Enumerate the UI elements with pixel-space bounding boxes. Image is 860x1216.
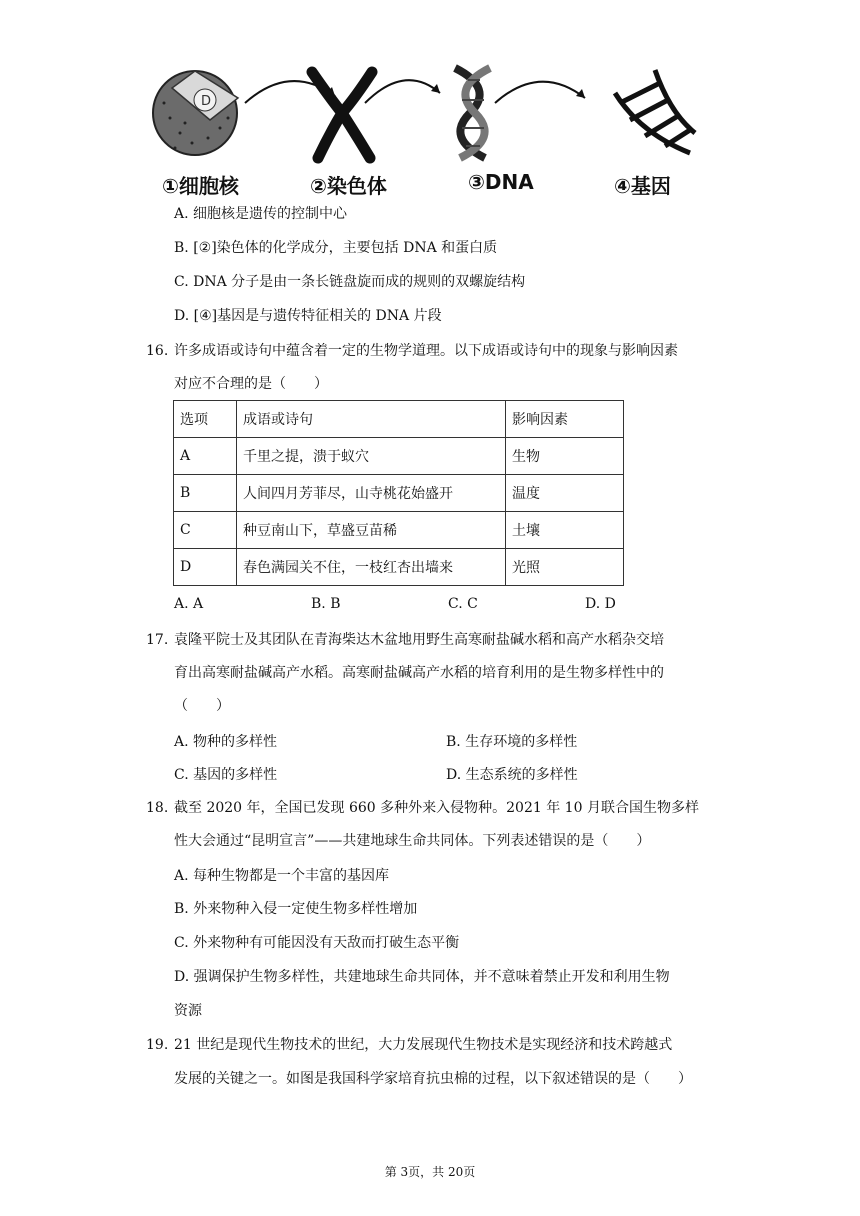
table-cell: A <box>174 438 237 475</box>
q19-stem-line2: 发展的关键之一。如图是我国科学家培育抗虫棉的过程，以下叙述错误的是（ ） <box>174 1071 692 1087</box>
table-header-row <box>174 401 624 438</box>
figure-label-chromosome: ②染色体 <box>310 174 387 198</box>
q16-option-a: A. A <box>174 596 204 612</box>
q17-option-a: A. 物种的多样性 <box>174 734 278 750</box>
q18-option-c: C. 外来物种有可能因没有天敌而打破生态平衡 <box>174 935 460 951</box>
q15-option-c: C. DNA 分子是由一条长链盘旋而成的规则的双螺旋结构 <box>174 274 526 290</box>
figure-label-nucleus: ①细胞核 <box>162 174 239 198</box>
q18-option-d: D. 强调保护生物多样性，共建地球生命共同体，并不意味着禁止开发和利用生物 <box>174 969 670 985</box>
table-cell: D <box>174 549 237 586</box>
q17-option-c: C. 基因的多样性 <box>174 767 278 783</box>
table-row <box>174 438 624 475</box>
table-cell: 生物 <box>506 438 624 475</box>
gene-structure-figure <box>150 58 710 203</box>
q19-number: 19. <box>146 1037 169 1053</box>
q16-option-c: C. C <box>448 596 478 612</box>
q19-stem-line1: 21 世纪是现代生物技术的世纪，大力发展现代生物技术是实现经济和技术跨越式 <box>174 1037 673 1053</box>
table-cell: C <box>174 512 237 549</box>
q16-number: 16. <box>146 343 169 359</box>
arrow-2 <box>365 80 440 103</box>
gene-segment-drawing <box>615 70 695 153</box>
table-cell: 千里之提，溃于蚁穴 <box>237 438 506 475</box>
arrow-3 <box>495 82 585 103</box>
q15-option-a: A. 细胞核是遗传的控制中心 <box>174 206 348 222</box>
q18-option-a: A. 每种生物都是一个丰富的基因库 <box>174 868 390 884</box>
q18-stem-line2: 性大会通过“昆明宣言”——共建地球生命共同体。下列表述错误的是（ ） <box>174 833 651 849</box>
table-row <box>174 475 624 512</box>
table-row <box>174 512 624 549</box>
table-header-cell: 成语或诗句 <box>237 401 506 438</box>
table-row <box>174 549 624 586</box>
cell-nucleus-drawing <box>153 71 238 155</box>
figure-illustration <box>150 58 710 168</box>
q17-stem-line2: 育出高寒耐盐碱高产水稻。高寒耐盐碱高产水稻的培育利用的是生物多样性中的 <box>174 665 664 681</box>
chromosome-drawing <box>312 72 372 158</box>
page-footer: 第 3页，共 20页 <box>384 1165 476 1179</box>
q16-option-d: D. D <box>585 596 616 612</box>
q18-stem-line1: 截至 2020 年，全国已发现 660 多种外来入侵物种。2021 年 10 月联合国生物多样 <box>174 800 699 816</box>
q18-number: 18. <box>146 800 169 816</box>
q16-option-b: B. B <box>311 596 341 612</box>
table-header-cell: 选项 <box>174 401 237 438</box>
q18-option-b: B. 外来物种入侵一定使生物多样性增加 <box>174 901 418 917</box>
figure-label-gene: ④基因 <box>614 174 671 198</box>
q17-stem-line3: （ ） <box>174 698 230 714</box>
dna-helix-drawing <box>455 68 490 158</box>
table-cell: B <box>174 475 237 512</box>
table-header-cell: 影响因素 <box>506 401 624 438</box>
q17-option-b: B. 生存环境的多样性 <box>446 734 578 750</box>
table-cell: 人间四月芳菲尽，山寺桃花始盛开 <box>237 475 506 512</box>
table-cell: 光照 <box>506 549 624 586</box>
q18-option-d-continued: 资源 <box>174 1003 202 1019</box>
table-cell: 春色满园关不住，一枝红杏出墙来 <box>237 549 506 586</box>
table-cell: 种豆南山下，草盛豆苗稀 <box>237 512 506 549</box>
q16-stem-line2: 对应不合理的是（ ） <box>174 376 328 392</box>
table-cell: 温度 <box>506 475 624 512</box>
q17-stem-line1: 袁隆平院士及其团队在青海柴达木盆地用野生高寒耐盐碱水稻和高产水稻杂交培 <box>174 632 664 648</box>
q17-number: 17. <box>146 632 169 648</box>
q17-option-d: D. 生态系统的多样性 <box>446 767 578 783</box>
q15-option-d: D. [④]基因是与遗传特征相关的 DNA 片段 <box>174 308 442 324</box>
nucleus-letter: D <box>201 94 212 109</box>
q16-stem-line1: 许多成语或诗句中蕴含着一定的生物学道理。以下成语或诗句中的现象与影响因素 <box>174 343 678 359</box>
table-cell: 土壤 <box>506 512 624 549</box>
figure-label-dna: ③DNA <box>468 170 534 194</box>
q16-table <box>173 400 624 586</box>
q15-option-b: B. [②]染色体的化学成分，主要包括 DNA 和蛋白质 <box>174 240 498 256</box>
